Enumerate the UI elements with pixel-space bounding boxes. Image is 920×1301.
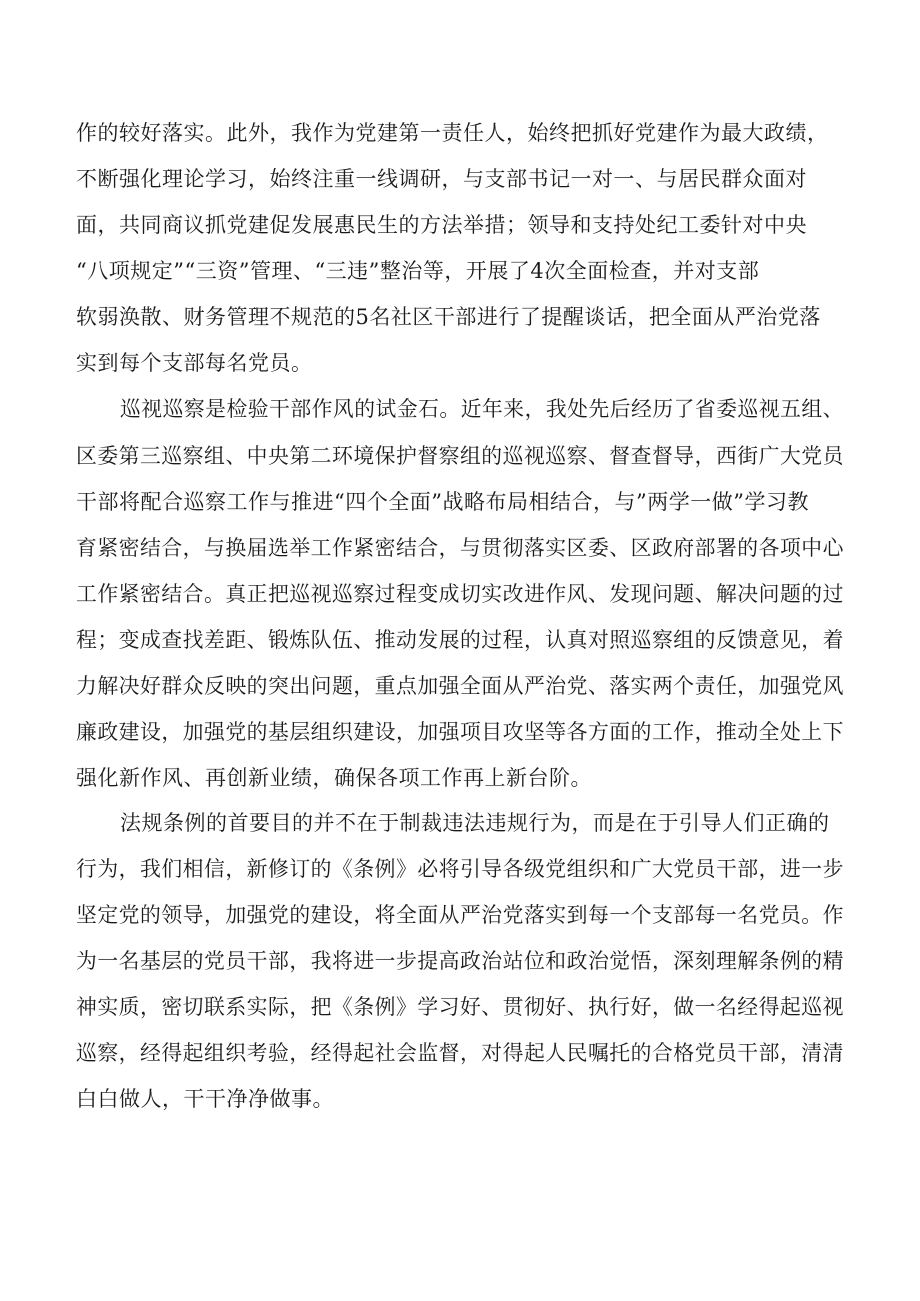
text-line: 白白做人，干干净净做事。 — [76, 1087, 334, 1111]
text-line: 强化新作风、再创新业绩，确保各项工作再上新台阶。 — [76, 766, 592, 790]
text-line: 力解决好群众反映的突出问题，重点加强全面从严治党、落实两个责任，加强党风 — [76, 674, 844, 698]
text-line: 面，共同商议抓党建促发展惠民生的方法举措；领导和支持处纪工委针对中央 — [76, 213, 807, 237]
text-line: 实到每个支部每名党员。 — [76, 351, 313, 375]
text-line: 区委第三巡察组、中央第二环境保护督察组的巡视巡察、督查督导，西街广大党员 — [76, 444, 844, 468]
text-line: 神实质，密切联系实际，把《条例》学习好、贯彻好、执行好，做一名经得起巡视 — [76, 995, 844, 1019]
text-line: 行为，我们相信，新修订的《条例》必将引导各级党组织和广大党员干部，进一步 — [76, 857, 844, 881]
text-line: “八项规定”“三资”管理、“三违”整治等，开展了4次全面检查，并对支部 — [76, 259, 760, 283]
text-line: 为一名基层的党员干部，我将进一步提高政治站位和政治觉悟，深刻理解条例的精 — [76, 949, 844, 973]
text-line: 廉政建设，加强党的基层组织建设，加强项目攻坚等各方面的工作，推动全处上下 — [76, 720, 844, 744]
text-line: 作的较好落实。此外，我作为党建第一责任人，始终把抓好党建作为最大政绩， — [76, 121, 829, 145]
text-line: 工作紧密结合。真正把巡视巡察过程变成切实改进作风、发现问题、解决问题的过 — [76, 582, 844, 606]
text-line: 程；变成查找差距、锻炼队伍、推动发展的过程，认真对照巡察组的反馈意见，着 — [76, 628, 844, 652]
text-line: 巡察，经得起组织考验，经得起社会监督，对得起人民嘱托的合格党员干部，清清 — [76, 1041, 844, 1065]
text-line: 不断强化理论学习，始终注重一线调研，与支部书记一对一、与居民群众面对 — [76, 167, 807, 191]
text-line: 软弱涣散、财务管理不规范的5名社区干部进行了提醒谈话，把全面从严治党落 — [76, 305, 821, 329]
text-line: 育紧密结合，与换届选举工作紧密结合，与贯彻落实区委、区政府部署的各项中心 — [76, 536, 844, 560]
text-line: 干部将配合巡察工作与推进“四个全面”战略布局相结合，与”两学一做”学习教 — [76, 490, 809, 514]
text-line: 巡视巡察是检验干部作风的试金石。近年来，我处先后经历了省委巡视五组、 — [120, 397, 844, 421]
text-line: 法规条例的首要目的并不在于制裁违法违规行为，而是在于引导人们正确的 — [120, 811, 830, 835]
text-line: 坚定党的领导，加强党的建设，将全面从严治党落实到每一个支部每一名党员。作 — [76, 903, 844, 927]
